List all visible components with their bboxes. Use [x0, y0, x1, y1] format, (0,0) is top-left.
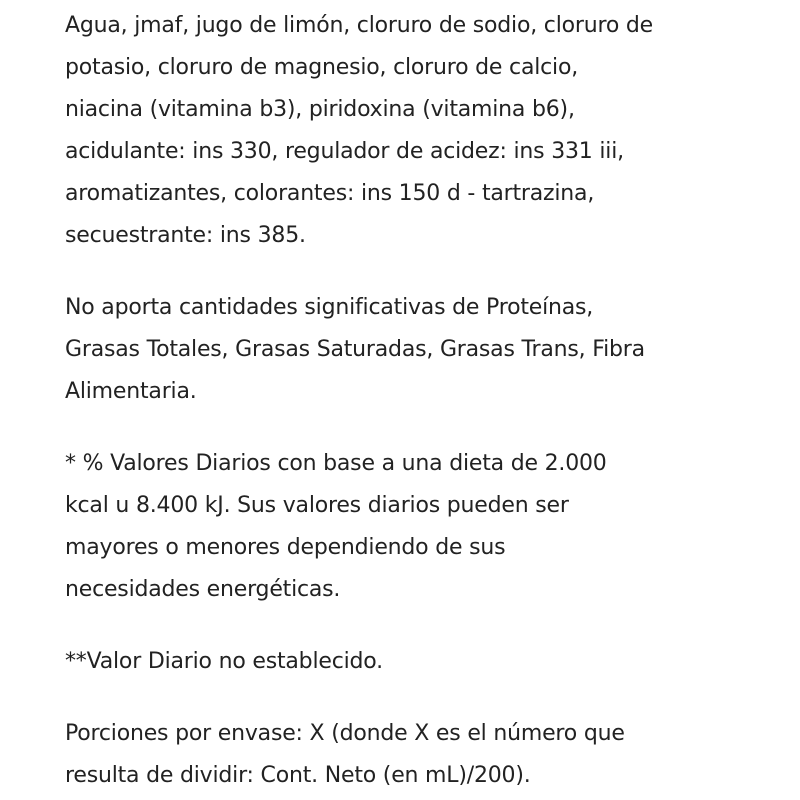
servings-note-paragraph — [65, 713, 760, 797]
servings-note-line: resulta de dividir: Cont. Neto (en mL)/200). — [65, 763, 531, 788]
paragraph-spacer — [65, 611, 760, 641]
paragraph-spacer — [65, 257, 760, 287]
nutrition-note-line: Alimentaria. — [65, 379, 197, 404]
daily-values-note-line: * % Valores Diarios con base a una dieta de 2.000 — [65, 451, 607, 476]
nutrition-note-paragraph — [65, 287, 760, 413]
daily-values-note-paragraph — [65, 443, 760, 611]
ingredients-paragraph — [65, 5, 760, 257]
daily-values-note-line: mayores o menores dependiendo de sus — [65, 535, 506, 560]
ingredients-line: potasio, cloruro de magnesio, cloruro de calcio, — [65, 55, 579, 80]
nutrition-note-line: Grasas Totales, Grasas Saturadas, Grasas Trans, Fibra — [65, 337, 645, 362]
daily-value-not-established-paragraph — [65, 641, 760, 683]
daily-values-note-line: necesidades energéticas. — [65, 577, 341, 602]
ingredients-line: secuestrante: ins 385. — [65, 223, 306, 248]
nutrition-note-line: No aporta cantidades significativas de Proteínas, — [65, 295, 594, 320]
paragraph-spacer — [65, 683, 760, 713]
ingredients-line: niacina (vitamina b3), piridoxina (vitamina b6), — [65, 97, 575, 122]
servings-note-line: Porciones por envase: X (donde X es el número que — [65, 721, 625, 746]
ingredients-line: acidulante: ins 330, regulador de acidez: ins 331 iii, — [65, 139, 624, 164]
ingredients-line: Agua, jmaf, jugo de limón, cloruro de sodio, cloruro de — [65, 13, 653, 38]
daily-values-note-line: kcal u 8.400 kJ. Sus valores diarios pueden ser — [65, 493, 569, 518]
daily-value-not-established-line: **Valor Diario no establecido. — [65, 649, 383, 674]
paragraph-spacer — [65, 413, 760, 443]
ingredients-line: aromatizantes, colorantes: ins 150 d - tartrazina, — [65, 181, 595, 206]
